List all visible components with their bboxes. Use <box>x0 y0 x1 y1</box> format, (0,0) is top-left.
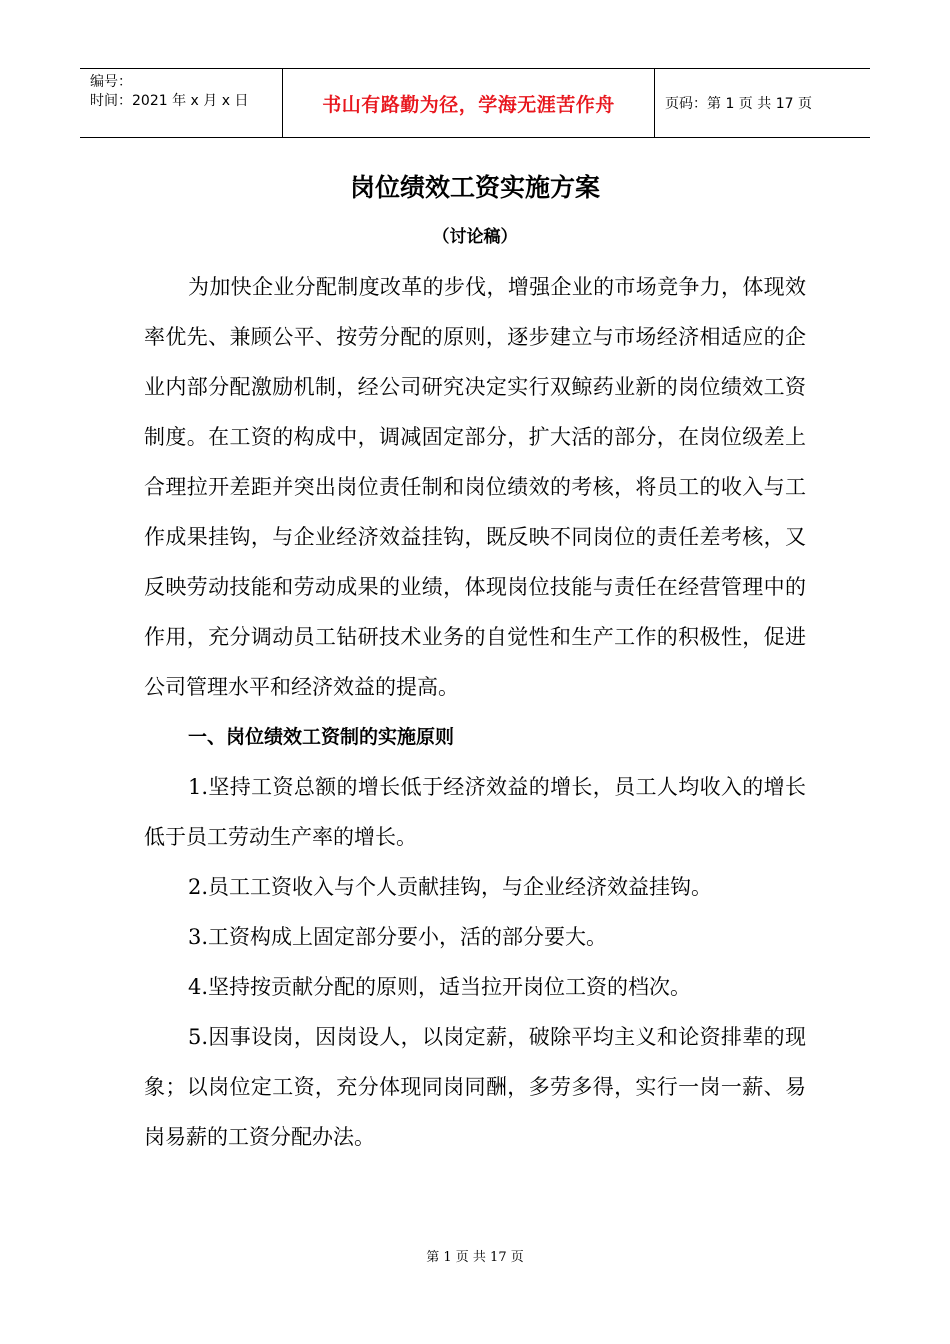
principle-item: 2.员工工资收入与个人贡献挂钩，与企业经济效益挂钩。 <box>188 875 713 899</box>
document-title: 岗位绩效工资实施方案 <box>349 173 600 202</box>
header-table <box>80 68 870 138</box>
principle-item: 4.坚持按贡献分配的原则，适当拉开岗位工资的档次。 <box>188 975 692 999</box>
document-body <box>144 262 806 1162</box>
page-footer: 第 1 页 共 17 页 <box>426 1250 524 1265</box>
document-time-label: 时间：2021 年 x 月 x 日 <box>90 93 249 109</box>
section-heading: 一、岗位绩效工资制的实施原则 <box>188 726 455 748</box>
principle-item: 1.坚持工资总额的增长低于经济效益的增长，员工人均收入的增长低于员工劳动生产率的增长。 <box>144 775 806 849</box>
header-motto: 书山有路勤为径，学海无涯苦作舟 <box>283 69 655 137</box>
intro-paragraph: 为加快企业分配制度改革的步伐，增强企业的市场竞争力，体现效率优先、兼顾公平、按劳分配的原则，逐步建立与市场经济相适应的企业内部分配激励机制，经公司研究决定实行双鲸药业新的岗位绩效工资制度。在工资的构成中，调减固定部分，扩大活的部分，在岗位级差上合理拉开差距并突出岗位责任制和岗位绩效的考核，将员工的收入与工作成果挂钩，与企业经济效益挂钩，既反映不同岗位的责任差考核，又反映劳动技能和劳动成果的业绩，体现岗位技能与责任在经营管理中的作用，充分调动员工钻研技术业务的自觉性和生产工作的积极性，促进公司管理水平和经济效益的提高。 <box>144 275 806 699</box>
header-page-info: 页码：第 1 页 共 17 页 <box>665 96 812 112</box>
header-meta-cell <box>80 69 283 137</box>
document-number-label: 编号： <box>90 74 132 90</box>
principle-item: 3.工资构成上固定部分要小，活的部分要大。 <box>188 925 608 949</box>
document-subtitle: （讨论稿） <box>432 227 518 247</box>
principle-item: 5.因事设岗，因岗设人，以岗定薪，破除平均主义和论资排辈的现象；以岗位定工资，充分体现同岗同酬，多劳多得，实行一岗一薪、易岗易薪的工资分配办法。 <box>144 1025 806 1149</box>
